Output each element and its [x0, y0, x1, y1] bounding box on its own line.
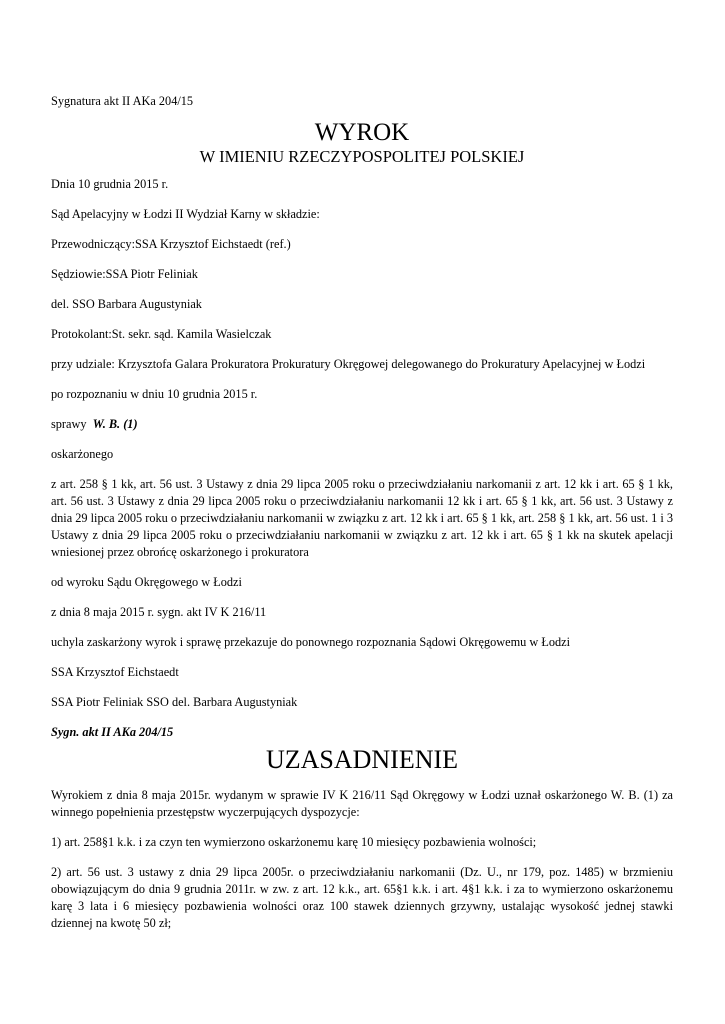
justification-title: UZASADNIENIE	[265, 745, 459, 774]
judgment-subtitle: W IMIENIU RZECZYPOSPOLITEJ POLSKIEJ	[199, 147, 525, 166]
appeal-date: z dnia 8 maja 2015 r. sygn. akt IV K 216/11	[51, 605, 267, 619]
case-party: W. B. (1)	[92, 417, 138, 431]
accused-label: oskarżonego	[51, 447, 114, 461]
ruling: uchyla zaskarżony wyrok i sprawę przekazuje do ponownego rozpoznania Sądowi Okręgowemu w Łodzi	[51, 635, 571, 649]
case-prefix: sprawy	[51, 417, 87, 431]
court-composition: Sąd Apelacyjny w Łodzi II Wydział Karny w składzie:	[51, 207, 320, 221]
prosecutor-participation: przy udziale: Krzysztofa Galara Prokuratora Prokuratury Okręgowej delegowanego do Prokuratury Apelacyjnej w Łodzi	[51, 357, 646, 371]
case-signature: Sygnatura akt II AKa 204/15	[51, 94, 194, 108]
judgment-title: WYROK	[314, 119, 410, 146]
judgment-date: Dnia 10 grudnia 2015 r.	[51, 177, 169, 191]
document-page	[51, 93, 673, 945]
hearing-date: po rozpoznaniu w dniu 10 grudnia 2015 r.	[51, 387, 258, 401]
justification-point-2: 2) art. 56 ust. 3 ustawy z dnia 29 lipca 2005r. o przeciwdziałaniu narkomanii (Dz. U., nr 179, poz. 1485) w brzmieniu obowiązującym do dnia 9 grudnia 2011r. w zw. z art. 12 k.k., art. 65§1 k.k. i art. 4§1 k.k. i za to wymierzono oskarżonemu karę 3 lata i 6 miesięcy pozbawienia wolności oraz 100 stawek dziennych grzywny, ustalając wysokość jednej stawki dziennej na kwotę 50 zł;	[51, 865, 673, 930]
appeal-from: od wyroku Sądu Okręgowego w Łodzi	[51, 575, 242, 589]
justification-point-1: 1) art. 258§1 k.k. i za czyn ten wymierzono oskarżonemu karę 10 miesięcy pozbawienia wolności;	[51, 835, 537, 849]
signatory-2: SSA Piotr Feliniak SSO del. Barbara Augustyniak	[51, 695, 298, 709]
case-line	[51, 416, 673, 433]
signatory-1: SSA Krzysztof Eichstaedt	[51, 665, 179, 679]
judges: Sędziowie:SSA Piotr Feliniak	[51, 267, 198, 281]
justification-intro: Wyrokiem z dnia 8 maja 2015r. wydanym w sprawie IV K 216/11 Sąd Okręgowy w Łodzi uznał oskarżonego W. B. (1) za winnego popełnienia przestępstw wyczerpujących dyspozycje:	[51, 788, 673, 819]
delegated-judge: del. SSO Barbara Augustyniak	[51, 297, 202, 311]
charges: z art. 258 § 1 kk, art. 56 ust. 3 Ustawy z dnia 29 lipca 2005 roku o przeciwdziałaniu narkomanii z art. 12 kk i art. 65 § 1 kk, art. 56 ust. 3 Ustawy z dnia 29 lipca 2005 roku o przeciwdziałaniu narkomanii 12 kk i art. 65 § 1 kk, art. 56 ust. 3 Ustawy z dnia 29 lipca 2005 roku o przeciwdziałaniu narkomanii w związku z art. 12 kk i art. 65 § 1 kk, art. 258 § 1 kk, art. 56 ust. 1 i 3 Ustawy z dnia 29 lipca 2005 roku o przeciwdziałaniu narkomanii w związku z art. 12 kk i art. 65 § 1 kk na skutek apelacji wniesionej przez obrońcę oskarżonego i prokuratora	[51, 477, 673, 559]
justification-signature: Sygn. akt II AKa 204/15	[51, 725, 174, 739]
court-clerk: Protokolant:St. sekr. sąd. Kamila Wasielczak	[51, 327, 272, 341]
presiding-judge: Przewodniczący:SSA Krzysztof Eichstaedt (ref.)	[51, 237, 291, 251]
